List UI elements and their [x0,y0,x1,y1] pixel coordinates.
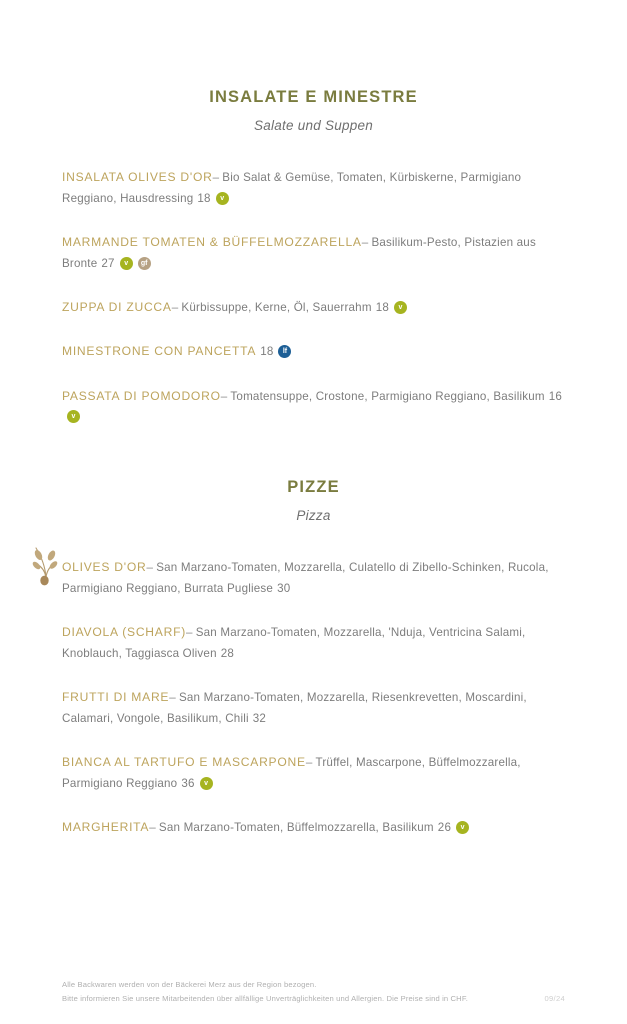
section-subtitle: Pizza [296,507,331,523]
item-name: OLIVES D'OR [62,559,147,574]
footer [62,978,565,1006]
item-price: 26 [437,821,452,835]
item-name: FRUTTI DI MARE [62,690,170,705]
page-number: 09/24 [544,993,565,1003]
item-dash: – [186,625,193,639]
section-title: INSALATE E MINESTRE [209,88,418,106]
menu-item [62,340,565,362]
menu-item-list [62,166,565,428]
item-description: San Marzano-Tomaten, Mozzarella, 'Nduja, Ventricina Salami, Knoblauch, Taggiasca Oliven [62,625,526,660]
item-description: Basilikum-Pesto, Pistazien aus Bronte [62,236,536,271]
footer-bottom-row [62,992,565,1006]
item-price: 18 [197,192,211,206]
menu-item [62,296,565,318]
item-price: 32 [252,712,267,726]
badge-vegetarian: v [394,301,407,314]
menu-item [62,231,565,274]
section-subtitle: Salate und Suppen [253,117,374,133]
item-description: Trüffel, Mascarpone, Büffelmozzarella, Parmigiano Reggiano [62,756,521,791]
menu-item [62,686,565,729]
item-price: 18 [375,301,389,315]
item-price: 36 [181,777,195,791]
badge-vegetarian: v [216,192,229,205]
item-dash: – [146,560,153,574]
item-price: 28 [220,647,235,660]
badge-vegetarian: v [200,777,213,790]
item-name: MARGHERITA [62,820,150,835]
section-title: PIZZE [287,477,340,496]
badge-lactose-free: lf [278,345,291,358]
item-price: 16 [548,389,563,403]
item-name: INSALATA OLIVES D'OR [62,169,213,184]
menu-item [62,166,565,209]
badge-vegetarian: v [456,821,469,834]
item-dash: – [305,756,313,770]
item-description: Kürbissuppe, Kerne, Öl, Sauerrahm [181,301,372,315]
item-dash: – [171,301,179,315]
item-dash: – [220,389,228,403]
item-name: DIAVOLA (SCHARF) [62,624,186,639]
item-name: MINESTRONE CON PANCETTA [62,344,257,359]
badge-vegetarian: v [120,257,133,270]
section-header [62,88,565,134]
footer-note-allergens: Bitte informieren Sie unsere Mitarbeitenden über allfällige Unverträglichkeiten und Allergien. Die Preise sind in CHF. [62,993,469,1003]
item-name: PASSATA DI POMODORO [62,388,221,403]
menu-item [62,621,565,664]
item-dash: – [361,236,369,250]
item-description: Bio Salat & Gemüse, Tomaten, Kürbiskerne, Parmigiano Reggiano, Hausdressing [62,170,522,206]
footer-note-bakery: Alle Backwaren werden von der Bäckerei Merz aus der Region bezogen. [62,979,317,989]
badge-gluten-free: gf [138,257,151,270]
section-header [62,478,565,524]
item-dash: – [212,170,220,184]
section-pizze [62,478,565,839]
menu-item [62,816,565,838]
item-dash: – [149,821,156,835]
menu-item [62,556,565,599]
item-description: San Marzano-Tomaten, Mozzarella, Culatello di Zibello-Schinken, Rucola, Parmigiano Reggiano, Burrata Pugliese [62,560,549,595]
section-insalate-e-minestre [62,0,565,428]
menu-item [62,385,565,428]
item-price: 30 [277,581,291,595]
item-price: 18 [260,345,274,359]
item-name: BIANCA AL TARTUFO E MASCARPONE [62,755,306,770]
item-name: ZUPPA DI ZUCCA [62,300,172,315]
item-description: San Marzano-Tomaten, Büffelmozzarella, Basilikum [158,821,434,835]
item-name: MARMANDE TOMATEN & BÜFFELMOZZARELLA [62,235,362,250]
menu-item-list [62,556,565,839]
badge-vegetarian: v [67,410,80,423]
item-description: Tomatensuppe, Crostone, Parmigiano Reggiano, Basilikum [230,389,545,403]
item-dash: – [169,691,176,705]
olive-branch-icon [32,546,58,588]
item-price: 27 [101,257,115,271]
item-description: San Marzano-Tomaten, Mozzarella, Riesenkrevetten, Moscardini, Calamari, Vongole, Basilikum, Chili [62,691,527,726]
menu-item [62,751,565,794]
